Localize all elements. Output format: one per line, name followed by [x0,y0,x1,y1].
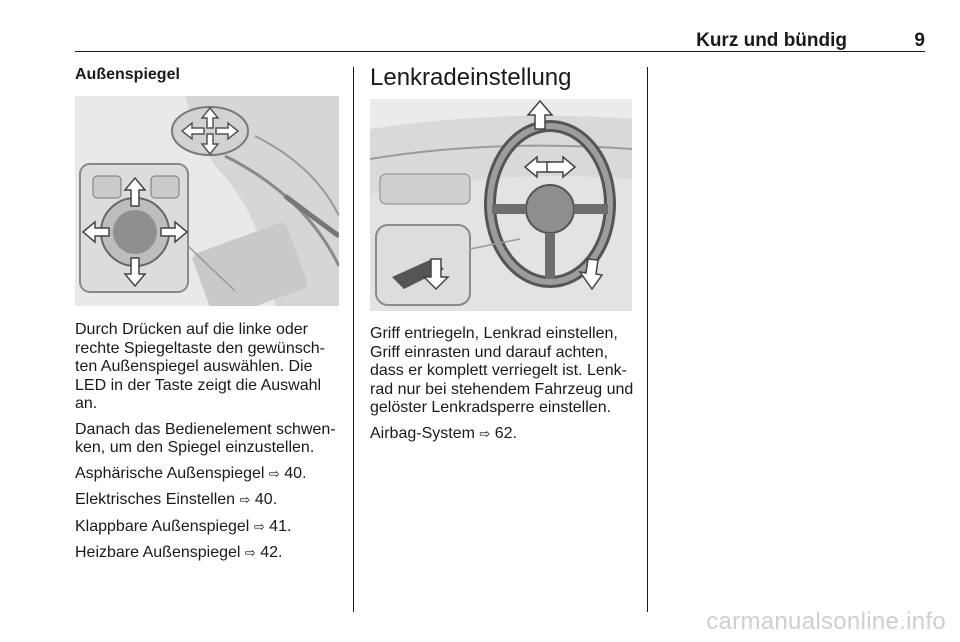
header-rule [75,51,925,52]
mirror-paragraph: Danach das Bedienelement schwen-ken, um den Spiegel einzustellen. [75,420,336,456]
steering-text [370,325,636,451]
arrow-ref-icon: ⇨ [268,466,280,482]
steering-paragraph: Griff entriegeln, Lenkrad einstellen, Griff einrasten und darauf achten, dass er komplett verriegelt ist. Lenk-rad nur bei stehendem Fahrzeug und gelöster Lenkradsperre einstellen. [370,325,634,416]
arrow-ref-icon: ⇨ [239,493,251,508]
mirror-paragraph: Durch Drücken auf die linke oder rechte Spiegeltaste den gewünsch-ten Außenspiegel auswählen. Die LED in der Taste zeigt die Auswahl an. [75,321,325,412]
arrow-ref-icon: ⇨ [244,546,256,561]
watermark: carmanualsonline.info [706,608,946,635]
arrow-ref-icon: ⇨ [253,519,265,535]
ref-label: Asphärische Außenspiegel [75,464,265,482]
ref-page: 40. [254,491,278,508]
cross-reference[interactable] [75,465,345,485]
mirror-text [75,321,345,571]
ref-label: Heizbare Außenspiegel [75,544,241,561]
mirror-control-drawing [75,96,339,306]
ref-page: 41. [269,517,292,535]
cross-reference[interactable] [370,425,636,445]
arrow-ref-icon: ⇨ [479,426,491,442]
ref-label: Airbag-System [370,424,475,442]
section-title: Kurz und bündig [696,30,847,51]
mirror-control-illustration [75,96,339,306]
page-header [75,30,925,50]
cross-reference[interactable] [75,518,345,538]
ref-page: 62. [494,424,517,442]
page-number: 9 [914,30,925,51]
mirror-heading: Außenspiegel [75,66,180,83]
cross-reference[interactable] [75,544,345,564]
ref-label: Klappbare Außenspiegel [75,517,250,535]
column-divider-right [647,67,648,612]
ref-label: Elektrisches Einstellen [75,491,236,508]
steering-wheel-illustration [370,99,632,311]
ref-page: 40. [284,464,307,482]
cross-reference[interactable] [75,491,345,511]
steering-wheel-drawing [370,99,632,311]
column-divider-left [353,67,354,612]
ref-page: 42. [260,544,283,561]
steering-heading: Lenkradeinstellung [370,64,572,91]
